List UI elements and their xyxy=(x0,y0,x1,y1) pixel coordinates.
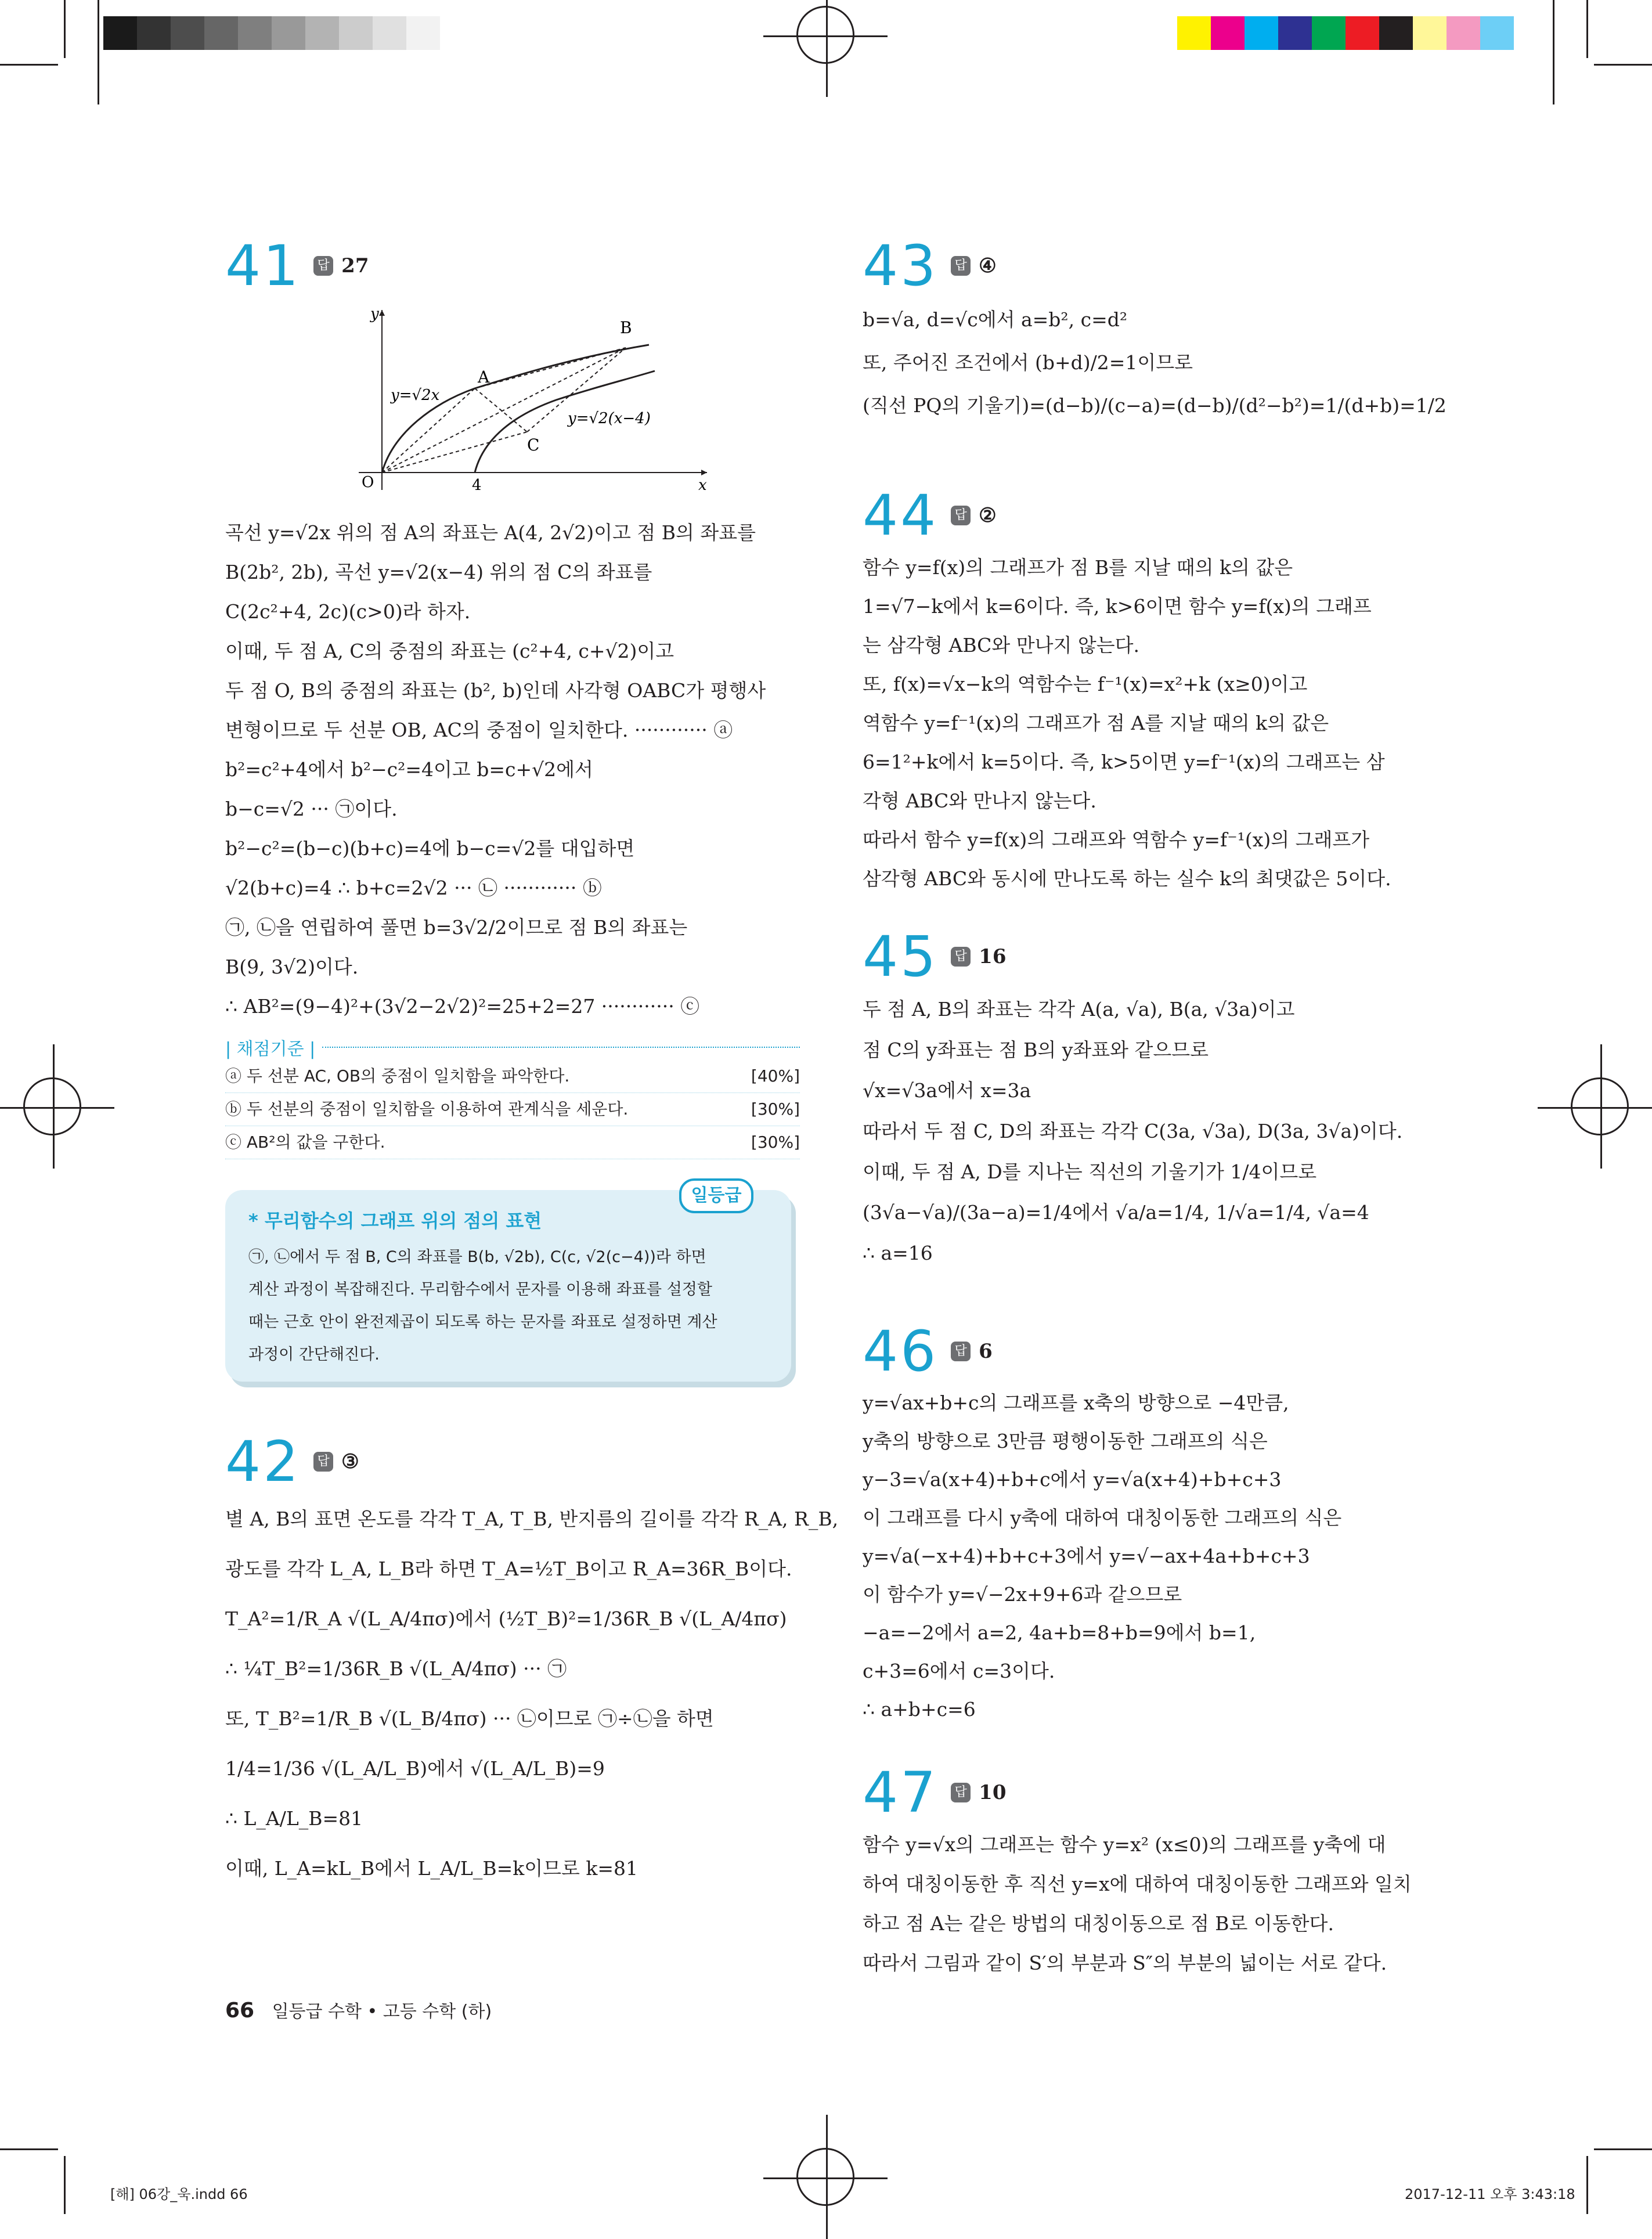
problem-46 xyxy=(863,1319,1437,1729)
solution-line: y축의 방향으로 3만큼 평행이동한 그래프의 식은 xyxy=(863,1430,1268,1452)
solution-line: 하여 대칭이동한 후 직선 y=x에 대하여 대칭이동한 그래프와 일치 xyxy=(863,1873,1412,1895)
tip-title: * 무리함수의 그래프 위의 점의 표현 xyxy=(248,1210,542,1232)
color-swatch xyxy=(373,16,406,50)
problem-42 xyxy=(225,1429,839,1894)
color-swatch xyxy=(1379,16,1413,50)
criteria-text: ⓑ 두 선분의 중점이 일치함을 이용하여 관계식을 세운다. xyxy=(225,1099,629,1119)
solution-line: ㉠, ㉡에서 두 점 B, C의 좌표를 B(b, √2b), C(c, √2(c−4))라 하면 xyxy=(248,1248,706,1266)
problem-number: 43 xyxy=(863,233,939,298)
problem-number: 41 xyxy=(225,233,301,298)
solution-line: 점 C의 y좌표는 점 B의 y좌표와 같으므로 xyxy=(863,1039,1209,1061)
crop-mark xyxy=(1586,2156,1588,2214)
color-swatch xyxy=(204,16,238,50)
crop-mark xyxy=(0,64,58,66)
solution-line: b²−c²=(b−c)(b+c)=4에 b−c=√2를 대입하면 xyxy=(225,837,635,860)
graph-label-a: A xyxy=(478,367,490,387)
solution-line: ∴ AB²=(9−4)²+(3√2−2√2)²=25+2=27 ············ ⓒ xyxy=(225,995,700,1018)
solution-line: −a=−2에서 a=2, 4a+b=8+b=9에서 b=1, xyxy=(863,1621,1256,1644)
answer-value: 16 xyxy=(979,945,1007,968)
solution-line: 이 그래프를 다시 y축에 대하여 대칭이동한 그래프의 식은 xyxy=(863,1506,1342,1529)
color-swatch xyxy=(1245,16,1278,50)
solution-line: ∴ L_A/L_B=81 xyxy=(225,1807,363,1830)
registration-mark xyxy=(796,2148,854,2206)
solution-line: 과정이 간단해진다. xyxy=(248,1346,380,1364)
answer-badge: 답 xyxy=(313,1452,333,1472)
graph-label-y: y xyxy=(370,305,379,323)
answer-badge: 답 xyxy=(951,256,971,276)
solution-line: 삼각형 ABC와 동시에 만나도록 하는 실수 k의 최댓값은 5이다. xyxy=(863,867,1391,890)
page-number: 66 xyxy=(225,1999,255,2022)
graph-label-o: O xyxy=(362,474,374,490)
solution-line: 역함수 y=f⁻¹(x)의 그래프가 점 A를 지날 때의 k의 값은 xyxy=(863,712,1329,734)
solution-line: B(9, 3√2)이다. xyxy=(225,956,359,978)
solution-line: 6=1²+k에서 k=5이다. 즉, k>5이면 y=f⁻¹(x)의 그래프는 삼 xyxy=(863,751,1385,773)
solution-line: 따라서 함수 y=f(x)의 그래프와 역함수 y=f⁻¹(x)의 그래프가 xyxy=(863,828,1370,851)
file-slug: [해] 06강_욱.indd 66 xyxy=(110,2186,248,2202)
solution-line: b=√a, d=√c에서 a=b², c=d² xyxy=(863,308,1128,331)
gray-swatch-strip xyxy=(103,16,440,50)
graph-label-x: x xyxy=(698,477,707,490)
solution-line: C(2c²+4, 2c)(c>0)라 하자. xyxy=(225,600,471,623)
color-swatch xyxy=(238,16,272,50)
problem-41 xyxy=(225,233,800,1159)
color-swatch-strip xyxy=(1177,16,1514,50)
function-graph xyxy=(336,298,719,490)
solution-line: 광도를 각각 L_A, L_B라 하면 T_A=½T_B이고 R_A=36R_B이다. xyxy=(225,1557,792,1580)
crop-mark xyxy=(1594,64,1652,66)
solution-line: ∴ a=16 xyxy=(863,1242,933,1264)
problem-number: 47 xyxy=(863,1760,939,1825)
tip-box xyxy=(225,1190,791,1382)
color-swatch xyxy=(103,16,137,50)
color-swatch xyxy=(1447,16,1480,50)
solution-line: b²=c²+4에서 b²−c²=4이고 b=c+√2에서 xyxy=(225,758,593,781)
solution-line: B(2b², 2b), 곡선 y=√2(x−4) 위의 점 C의 좌표를 xyxy=(225,561,652,583)
problem-number: 44 xyxy=(863,483,939,548)
color-swatch xyxy=(406,16,440,50)
solution-line: 변형이므로 두 선분 OB, AC의 중점이 일치한다. ············ ⓐ xyxy=(225,719,733,741)
problem-44 xyxy=(863,483,1437,898)
graph-label-f1: y=√2x xyxy=(391,387,440,404)
solution-line: 이때, 두 점 A, D를 지나는 직선의 기울기가 1/4이므로 xyxy=(863,1160,1317,1183)
crop-mark xyxy=(1586,0,1588,58)
solution-line: 두 점 A, B의 좌표는 각각 A(a, √a), B(a, √3a)이고 xyxy=(863,998,1295,1021)
graph-label-f2: y=√2(x−4) xyxy=(568,410,651,427)
registration-mark xyxy=(1571,1077,1629,1135)
solution-line: 때는 근호 안이 완전제곱이 되도록 하는 문자를 좌표로 설정하면 계산 xyxy=(248,1313,717,1331)
crop-mark xyxy=(0,2148,58,2150)
solution-line: c+3=6에서 c=3이다. xyxy=(863,1660,1055,1682)
solution-line: ∴ a+b+c=6 xyxy=(863,1698,976,1721)
color-swatch xyxy=(1346,16,1379,50)
solution-line: 1/4=1/36 √(L_A/L_B)에서 √(L_A/L_B)=9 xyxy=(225,1757,605,1780)
level-badge: 일등급 xyxy=(679,1178,753,1213)
solution-line: 이 함수가 y=√−2x+9+6과 같으므로 xyxy=(863,1583,1182,1606)
solution-line: 각형 ABC와 만나지 않는다. xyxy=(863,789,1096,812)
color-swatch xyxy=(171,16,204,50)
solution-line: y=√a(−x+4)+b+c+3에서 y=√−ax+4a+b+c+3 xyxy=(863,1545,1310,1567)
answer-value: ③ xyxy=(341,1450,359,1473)
crop-mark xyxy=(1553,0,1554,104)
answer-value: ④ xyxy=(979,254,997,277)
registration-mark xyxy=(796,6,854,64)
page-footer xyxy=(225,1997,492,2022)
color-swatch xyxy=(1312,16,1346,50)
color-swatch xyxy=(272,16,305,50)
answer-badge: 답 xyxy=(313,256,333,276)
problem-47 xyxy=(863,1760,1437,1983)
problem-number: 42 xyxy=(225,1429,301,1494)
graph-label-b: B xyxy=(620,318,632,337)
color-swatch xyxy=(1211,16,1245,50)
answer-badge: 답 xyxy=(951,1342,971,1361)
solution-line: 하고 점 A는 같은 방법의 대칭이동으로 점 B로 이동한다. xyxy=(863,1912,1334,1935)
criteria-title: | 채점기준 | xyxy=(225,1034,800,1060)
solution-line: 두 점 O, B의 중점의 좌표는 (b², b)인데 사각형 OABC가 평행사 xyxy=(225,679,766,702)
solution-line: T_A²=1/R_A √(L_A/4πσ)에서 (½T_B)²=1/36R_B √(L_A/4πσ) xyxy=(225,1607,787,1630)
solution-line: b−c=√2 ··· ㉠이다. xyxy=(225,798,398,820)
solution-line: ∴ ¼T_B²=1/36R_B √(L_A/4πσ) ··· ㉠ xyxy=(225,1657,567,1680)
solution-line: 계산 과정이 복잡해진다. 무리함수에서 문자를 이용해 좌표를 설정할 xyxy=(248,1281,712,1299)
solution-line: 이때, L_A=kL_B에서 L_A/L_B=k이므로 k=81 xyxy=(225,1857,638,1880)
answer-value: 10 xyxy=(979,1781,1007,1804)
crop-mark xyxy=(1594,2148,1652,2150)
solution-line: 또, T_B²=1/R_B √(L_B/4πσ) ··· ㉡이므로 ㉠÷㉡을 하면 xyxy=(225,1707,714,1730)
criteria-row xyxy=(225,1060,800,1093)
solution-line: 또, 주어진 조건에서 (b+d)/2=1이므로 xyxy=(863,351,1193,374)
solution-line: (직선 PQ의 기울기)=(d−b)/(c−a)=(d−b)/(d²−b²)=1/(d+b)=1/2 xyxy=(863,394,1447,417)
solution-line: 함수 y=√x의 그래프는 함수 y=x² (x≤0)의 그래프를 y축에 대 xyxy=(863,1833,1386,1856)
answer-badge: 답 xyxy=(951,947,971,967)
color-swatch xyxy=(1480,16,1514,50)
solution-line: √x=√3a에서 x=3a xyxy=(863,1079,1031,1102)
solution-line: ㉠, ㉡을 연립하여 풀면 b=3√2/2이므로 점 B의 좌표는 xyxy=(225,916,688,939)
answer-badge: 답 xyxy=(951,1783,971,1802)
crop-mark xyxy=(64,2156,66,2214)
criteria-text: ⓐ 두 선분 AC, OB의 중점이 일치함을 파악한다. xyxy=(225,1066,570,1086)
date-slug: 2017-12-11 오후 3:43:18 xyxy=(1405,2186,1575,2202)
graph-label-c: C xyxy=(527,435,540,455)
color-swatch xyxy=(1278,16,1312,50)
criteria-row xyxy=(225,1126,800,1159)
graph-label-4: 4 xyxy=(472,477,482,490)
solution-line: (3√a−√a)/(3a−a)=1/4에서 √a/a=1/4, 1/√a=1/4, √a=4 xyxy=(863,1201,1369,1224)
criteria-score: [40%] xyxy=(751,1066,800,1086)
answer-value: 27 xyxy=(341,254,369,277)
crop-mark xyxy=(64,0,66,58)
criteria-score: [30%] xyxy=(751,1133,800,1152)
solution-line: 1=√7−k에서 k=6이다. 즉, k>6이면 함수 y=f(x)의 그래프 xyxy=(863,595,1372,618)
book-title: 일등급 수학 • 고등 수학 (하) xyxy=(272,2002,492,2022)
color-swatch xyxy=(305,16,339,50)
solution-line: 는 삼각형 ABC와 만나지 않는다. xyxy=(863,634,1140,657)
solution-line: √2(b+c)=4 ∴ b+c=2√2 ··· ㉡ ············ ⓑ xyxy=(225,877,602,899)
solution-line: 이때, 두 점 A, C의 중점의 좌표는 (c²+4, c+√2)이고 xyxy=(225,640,674,662)
color-swatch xyxy=(137,16,171,50)
answer-badge: 답 xyxy=(951,506,971,525)
crop-mark xyxy=(98,0,99,104)
solution-line: 곡선 y=√2x 위의 점 A의 좌표는 A(4, 2√2)이고 점 B의 좌표를 xyxy=(225,521,756,544)
criteria-text: ⓒ AB²의 값을 구한다. xyxy=(225,1133,385,1152)
criteria-score: [30%] xyxy=(751,1099,800,1119)
problem-number: 45 xyxy=(863,924,939,989)
color-swatch xyxy=(1413,16,1447,50)
solution-line: 따라서 그림과 같이 S′의 부분과 S″의 부분의 넓이는 서로 같다. xyxy=(863,1952,1387,1974)
solution-line: y−3=√a(x+4)+b+c에서 y=√a(x+4)+b+c+3 xyxy=(863,1468,1282,1491)
solution-line: 별 A, B의 표면 온도를 각각 T_A, T_B, 반지름의 길이를 각각 R_A, R_B, xyxy=(225,1508,839,1530)
problem-43 xyxy=(863,233,1447,427)
solution-line: 함수 y=f(x)의 그래프가 점 B를 지날 때의 k의 값은 xyxy=(863,556,1293,579)
solution-line: 또, f(x)=√x−k의 역함수는 f⁻¹(x)=x²+k (x≥0)이고 xyxy=(863,673,1308,695)
criteria-row xyxy=(225,1093,800,1126)
color-swatch xyxy=(1177,16,1211,50)
problem-number: 46 xyxy=(863,1319,939,1384)
solution-line: y=√ax+b+c의 그래프를 x축의 방향으로 −4만큼, xyxy=(863,1391,1289,1414)
problem-45 xyxy=(863,924,1437,1274)
registration-mark xyxy=(23,1077,81,1135)
answer-value: ② xyxy=(979,504,997,527)
solution-line: 따라서 두 점 C, D의 좌표는 각각 C(3a, √3a), D(3a, 3√a)이다. xyxy=(863,1120,1403,1142)
answer-value: 6 xyxy=(979,1340,993,1363)
color-swatch xyxy=(339,16,373,50)
